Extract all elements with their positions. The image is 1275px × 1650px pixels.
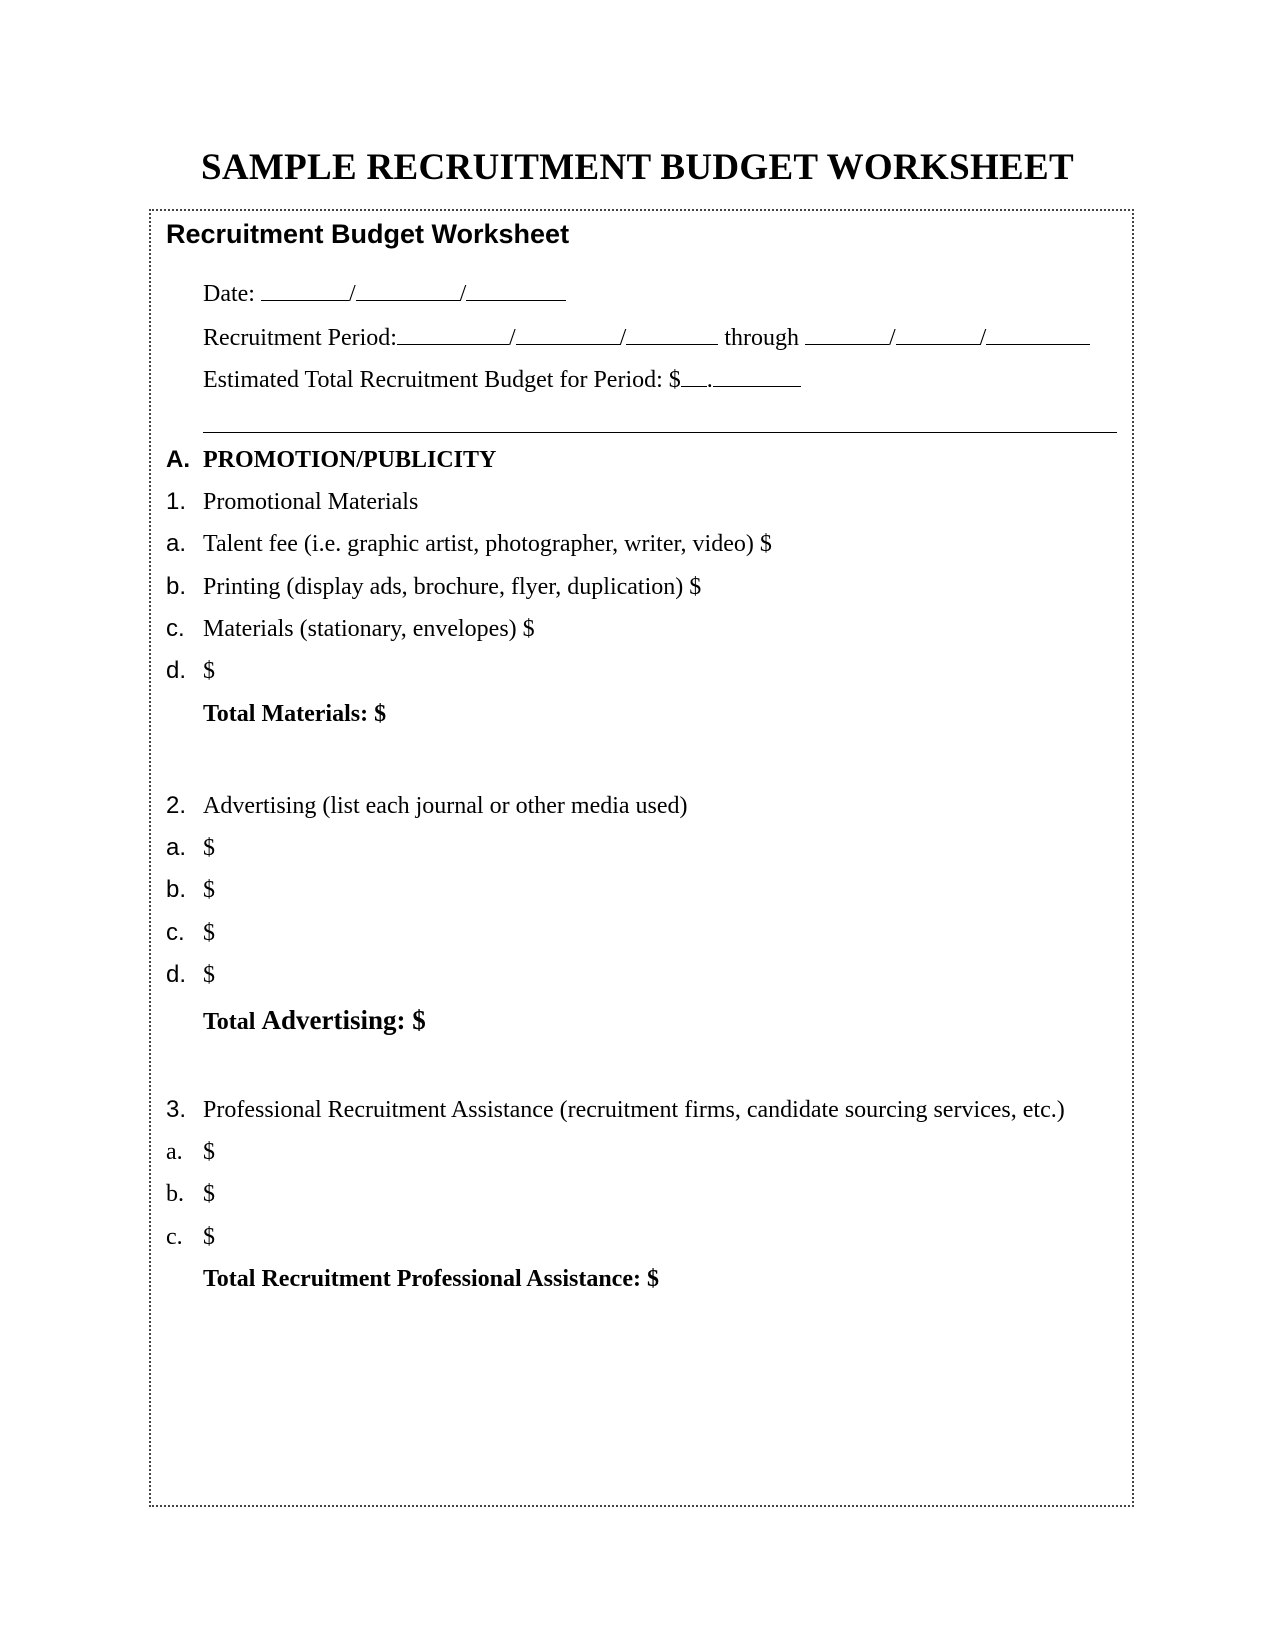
period-slash-4: / bbox=[979, 325, 987, 351]
period-start-month-blank[interactable] bbox=[397, 320, 509, 345]
item-2d-text: $ bbox=[203, 962, 215, 988]
total-advertising-word: Total bbox=[203, 1009, 256, 1035]
date-month-blank[interactable] bbox=[261, 276, 349, 301]
period-end-month-blank[interactable] bbox=[805, 320, 889, 345]
period-end-day-blank[interactable] bbox=[896, 320, 980, 345]
divider-rule bbox=[203, 432, 1117, 433]
item-3a-letter: a. bbox=[166, 1139, 183, 1165]
item-1a-letter: a. bbox=[166, 530, 187, 557]
total-professional-assistance: Total Recruitment Professional Assistance: $ bbox=[203, 1266, 659, 1292]
item-1d-letter: d. bbox=[166, 657, 187, 684]
worksheet-heading: Recruitment Budget Worksheet bbox=[166, 219, 570, 249]
document-title: SAMPLE RECRUITMENT BUDGET WORKSHEET bbox=[201, 147, 1074, 188]
budget-dollar: $ bbox=[668, 367, 681, 393]
item-3c-text: $ bbox=[203, 1224, 215, 1250]
item-3a-text: $ bbox=[203, 1139, 215, 1165]
item-1-label: Promotional Materials bbox=[203, 489, 419, 515]
item-2-number: 2. bbox=[166, 792, 187, 819]
section-a-marker: A. bbox=[166, 446, 190, 473]
worksheet-frame bbox=[149, 209, 1134, 1507]
item-3c-letter: c. bbox=[166, 1224, 183, 1250]
item-1-number: 1. bbox=[166, 488, 187, 515]
item-2a-letter: a. bbox=[166, 834, 187, 861]
period-slash-1: / bbox=[508, 325, 516, 351]
section-a-heading: PROMOTION/PUBLICITY bbox=[203, 447, 497, 473]
budget-cents-blank[interactable] bbox=[713, 362, 801, 387]
item-1c-letter: c. bbox=[166, 615, 185, 642]
period-slash-3: / bbox=[888, 325, 896, 351]
period-start-day-blank[interactable] bbox=[516, 320, 620, 345]
item-2d-letter: d. bbox=[166, 961, 187, 988]
date-slash-1: / bbox=[348, 281, 356, 307]
budget-label: Estimated Total Recruitment Budget for Period: bbox=[203, 367, 663, 393]
item-3-number: 3. bbox=[166, 1096, 187, 1123]
recruitment-period-line bbox=[203, 320, 1090, 354]
item-2b-text: $ bbox=[203, 877, 215, 903]
item-2-label: Advertising (list each journal or other media used) bbox=[203, 793, 688, 819]
item-2c-text: $ bbox=[203, 920, 215, 946]
budget-dot: . bbox=[706, 367, 713, 393]
date-year-blank[interactable] bbox=[466, 276, 566, 301]
item-1b-text: Printing (display ads, brochure, flyer, duplication) $ bbox=[203, 574, 702, 600]
period-slash-2: / bbox=[619, 325, 627, 351]
item-1b-letter: b. bbox=[166, 573, 187, 600]
period-start-year-blank[interactable] bbox=[626, 320, 718, 345]
total-advertising-value: Advertising: $ bbox=[261, 1005, 426, 1035]
budget-line bbox=[203, 362, 801, 396]
date-line bbox=[203, 276, 566, 310]
date-label: Date: bbox=[203, 281, 255, 307]
budget-dollars-blank[interactable] bbox=[681, 362, 707, 387]
date-day-blank[interactable] bbox=[356, 276, 460, 301]
total-materials: Total Materials: $ bbox=[203, 701, 387, 727]
total-advertising bbox=[203, 1004, 426, 1038]
item-2b-letter: b. bbox=[166, 876, 187, 903]
period-end-year-blank[interactable] bbox=[986, 320, 1090, 345]
item-3-label: Professional Recruitment Assistance (recruitment firms, candidate sourcing services, etc.) bbox=[203, 1097, 1065, 1123]
date-slash-2: / bbox=[459, 281, 467, 307]
item-1a-text: Talent fee (i.e. graphic artist, photographer, writer, video) $ bbox=[203, 531, 772, 557]
item-1c-text: Materials (stationary, envelopes) $ bbox=[203, 616, 535, 642]
item-3b-letter: b. bbox=[166, 1181, 184, 1207]
item-2a-text: $ bbox=[203, 835, 215, 861]
recruitment-period-label: Recruitment Period: bbox=[203, 325, 397, 351]
item-1d-text: $ bbox=[203, 658, 215, 684]
item-3b-text: $ bbox=[203, 1181, 215, 1207]
through-label: through bbox=[724, 325, 799, 351]
item-2c-letter: c. bbox=[166, 919, 185, 946]
